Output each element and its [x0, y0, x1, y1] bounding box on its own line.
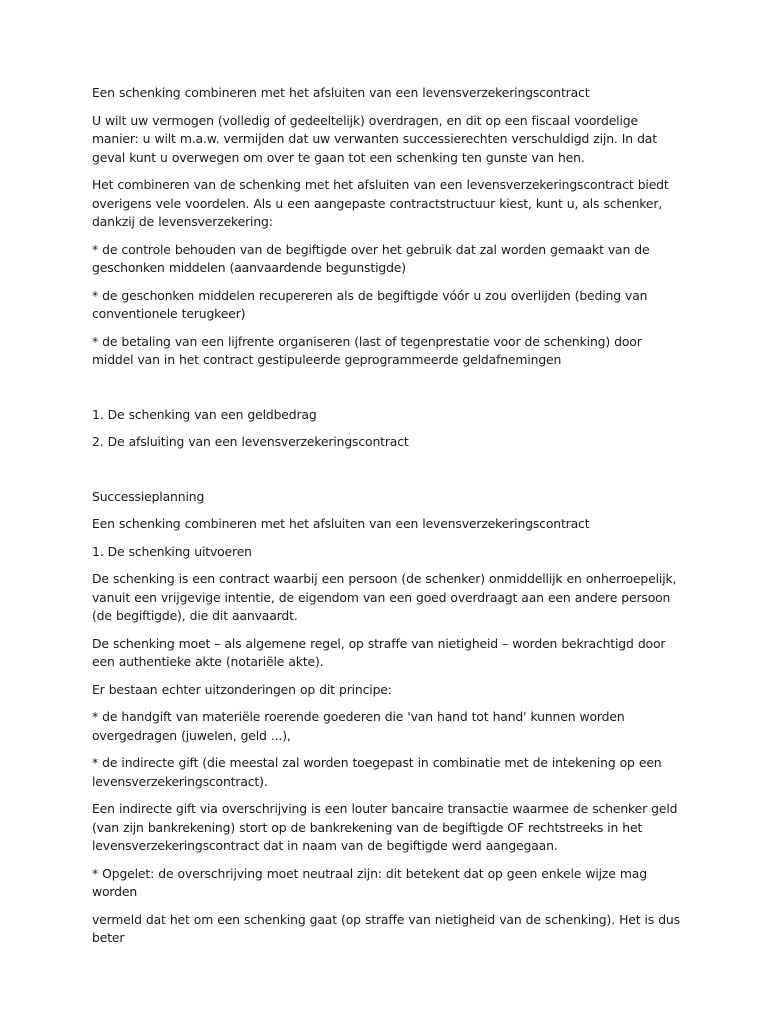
- document-page: [92, 84, 682, 948]
- intro-bullet-2: * de geschonken middelen recupereren als de begiftigde vóór u zou overlijden (beding van conventionele terugkeer): [92, 287, 648, 321]
- section-subtitle: 1. De schenking uitvoeren: [92, 543, 252, 559]
- toc-item-2: 2. De afsluiting van een levensverzekeringscontract: [92, 434, 409, 449]
- intro-bullet-3: * de betaling van een lijfrente organiseren (last of tegenprestatie voor de schenking) door middel van in het contract gestipuleerde geprogrammeerde geldafnemingen: [92, 333, 642, 367]
- section-paragraph-6: vermeld dat het om een schenking gaat (op straffe van nietigheid van de schenking). Het is dus beter: [92, 911, 680, 945]
- section-title: Een schenking combineren met het afsluiten van een levensverzekeringscontract: [92, 516, 590, 531]
- intro-paragraph-2: Het combineren van de schenking met het afsluiten van een levensverzekeringscontract biedt overigens vele voordelen. Als u een aangepaste contractstructuur kiest, kunt u, als schenker, dankzij de levensverzekering:: [92, 177, 669, 229]
- section-paragraph-3: Er bestaan echter uitzonderingen op dit principe:: [92, 681, 392, 697]
- section-paragraph-2: De schenking moet – als algemene regel, op straffe van nietigheid – worden bekrachtigd door een authentieke akte (notariële akte).: [92, 635, 666, 669]
- intro-paragraph-1: U wilt uw vermogen (volledig of gedeeltelijk) overdragen, en dit op een fiscaal voordelige manier: u wilt m.a.w. vermijden dat uw verwanten successierechten verschuldigd zijn. In dat geval kunt u overwegen om over te gaan tot een schenking ten gunste van hen.: [92, 112, 657, 165]
- section-bullet-2: * de indirecte gift (die meestal zal worden toegepast in combinatie met de intekening op een levensverzekeringscontract).: [92, 755, 662, 789]
- section-category: Successieplanning: [92, 488, 205, 504]
- intro-title: Een schenking combineren met het afsluiten van een levensverzekeringscontract: [92, 85, 590, 100]
- section-paragraph-1: De schenking is een contract waarbij een persoon (de schenker) onmiddellijk en onherroepelijk, vanuit een vrijgevige intentie, de eigendom van een goed overdraagt aan een andere persoon (de begiftigde), die dit aanvaardt.: [92, 571, 677, 623]
- section-bullet-1: * de handgift van materiële roerende goederen die 'van hand tot hand' kunnen worden overgedragen (juwelen, geld ...),: [92, 709, 625, 743]
- section-paragraph-5: * Opgelet: de overschrijving moet neutraal zijn: dit betekent dat op geen enkele wijze mag worden: [92, 865, 647, 899]
- section-paragraph-4: Een indirecte gift via overschrijving is een louter bancaire transactie waarmee de schenker geld (van zijn bankrekening) stort op de bankrekening van de begiftigde OF rechtstreeks in het levensverzekeringscontract dat in naam van de begiftigde werd aangegaan.: [92, 801, 678, 853]
- toc-item-1: 1. De schenking van een geldbedrag: [92, 406, 317, 422]
- intro-bullet-1: * de controle behouden van de begiftigde over het gebruik dat zal worden gemaakt van de geschonken middelen (aanvaardende begunstigde): [92, 241, 650, 275]
